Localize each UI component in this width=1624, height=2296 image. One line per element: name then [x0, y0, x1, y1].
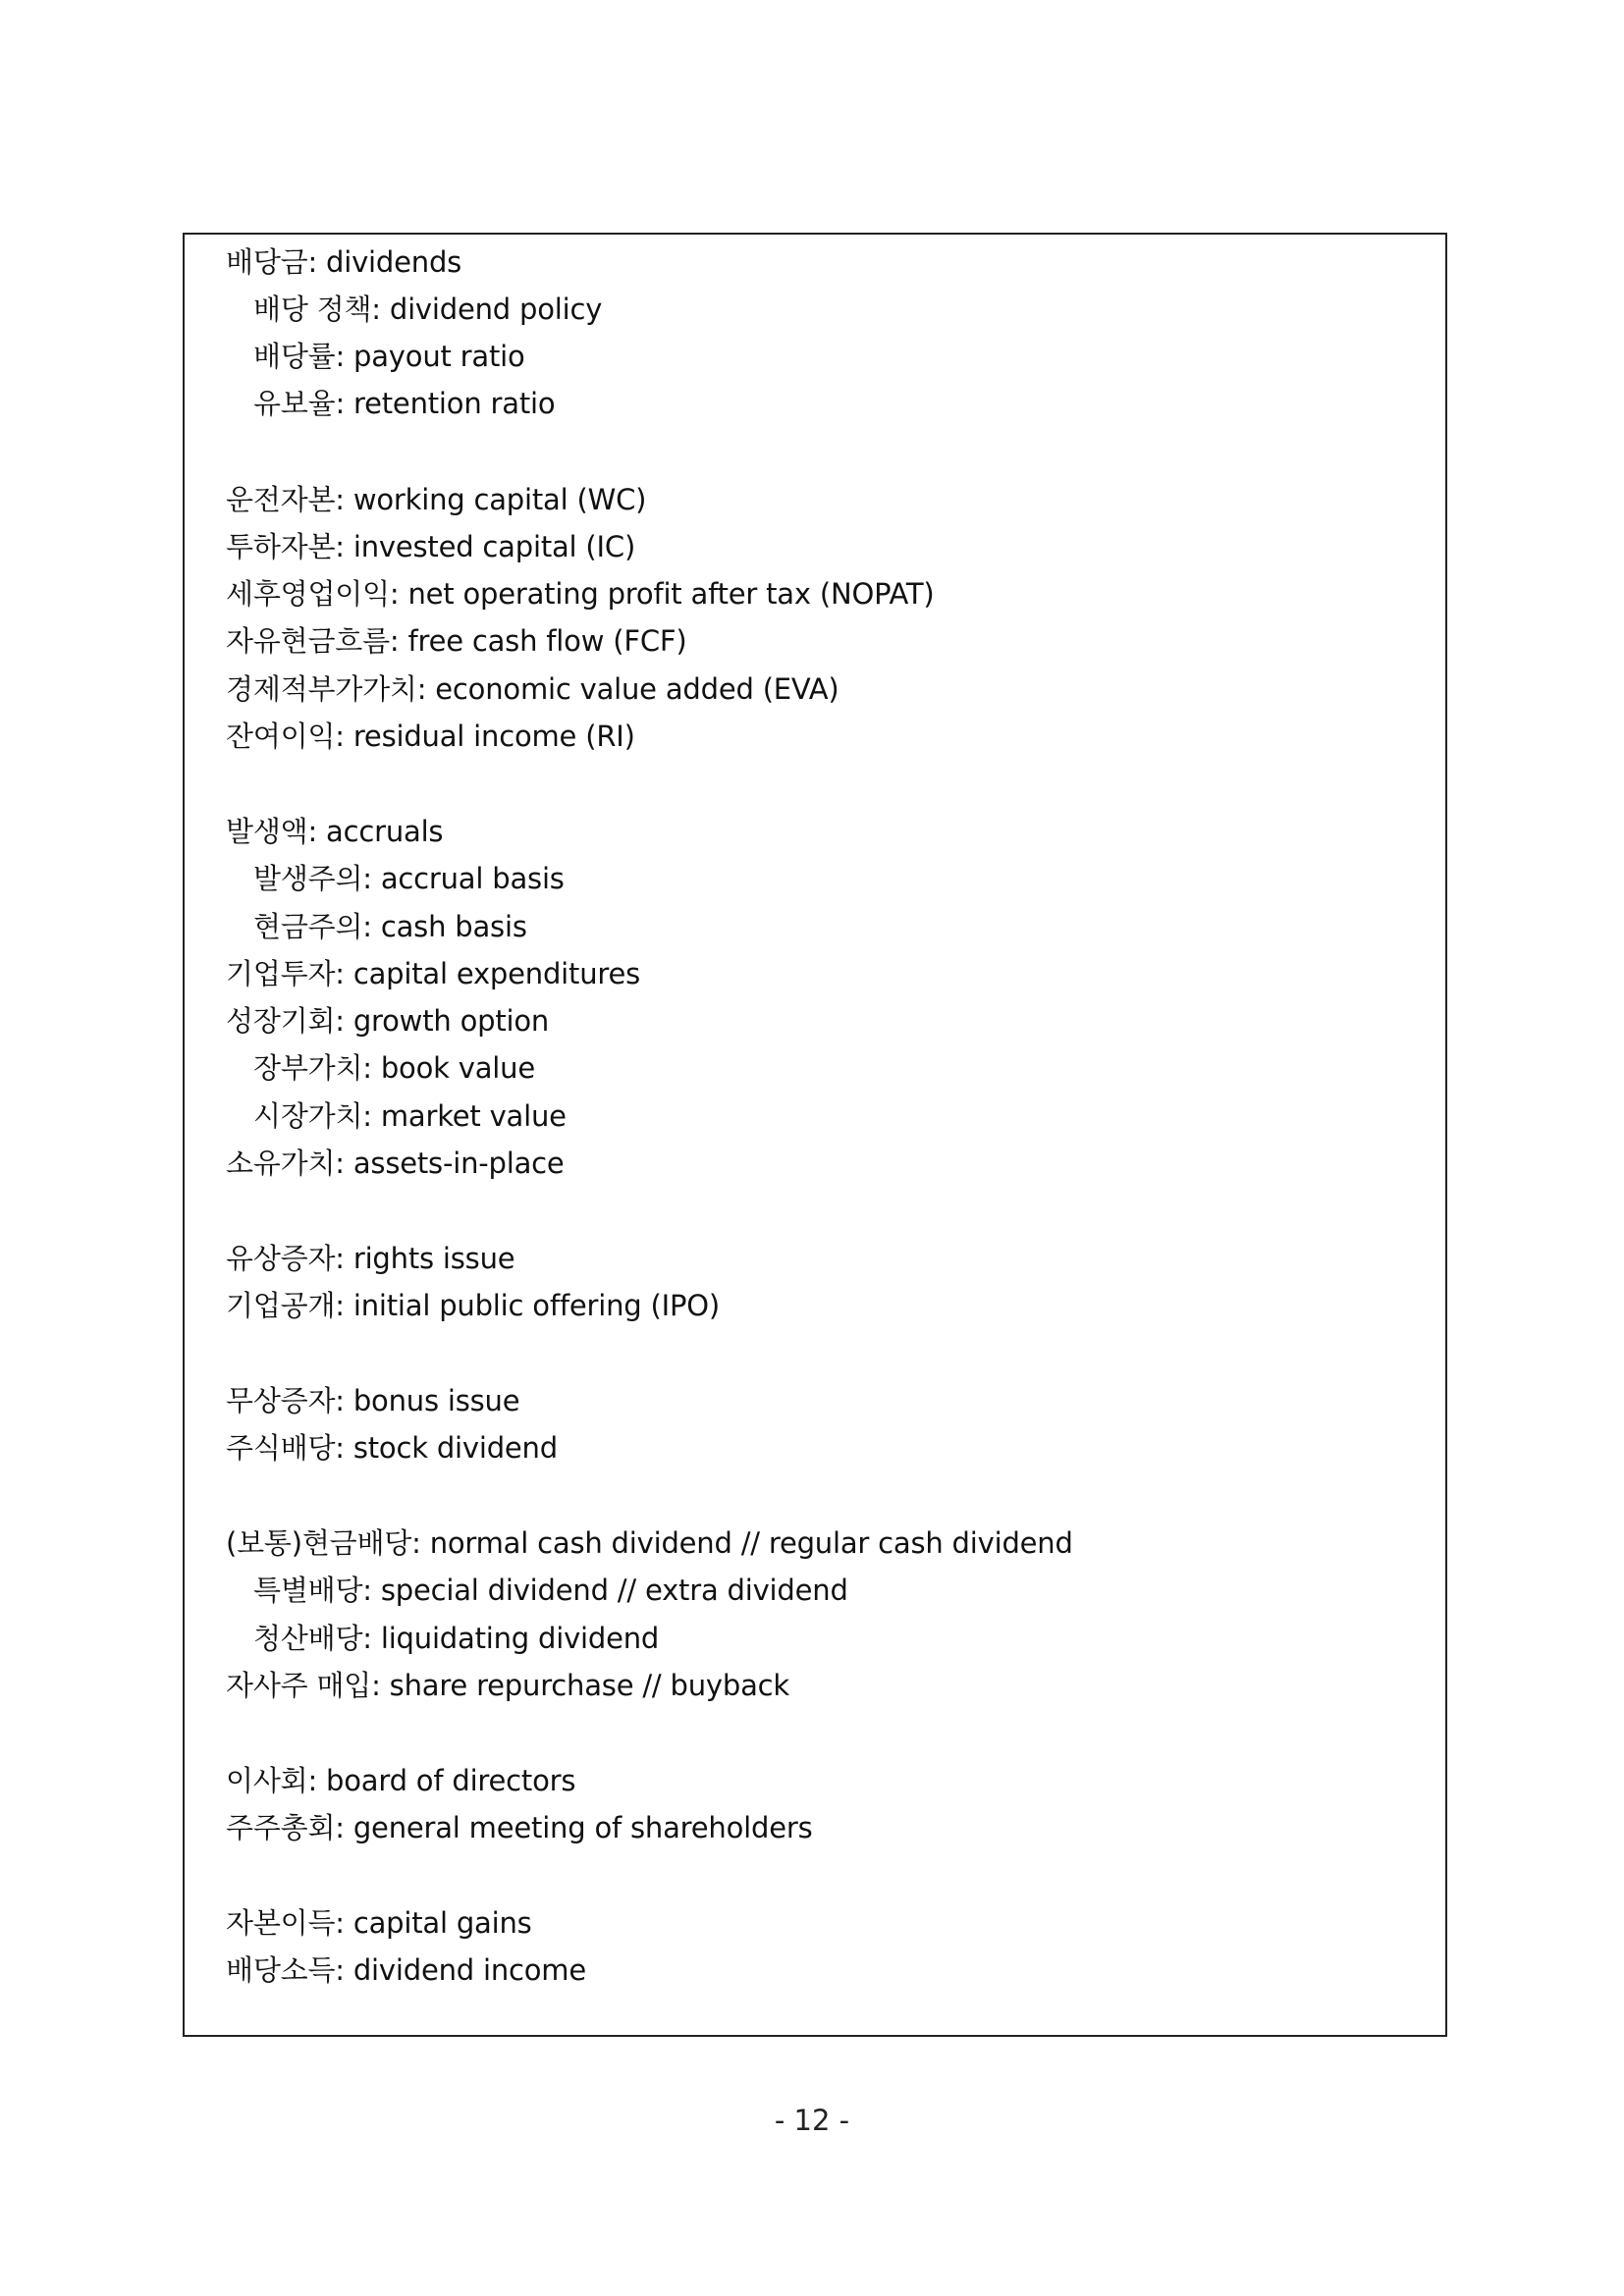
glossary-entry: 기업공개: initial public offering (IPO): [226, 1289, 720, 1322]
glossary-entry: 배당금: dividends: [226, 245, 462, 279]
glossary-entry: 자사주 매입: share repurchase // buyback: [226, 1669, 789, 1702]
glossary-entry: 장부가치: book value: [253, 1051, 535, 1085]
glossary-entry: 현금주의: cash basis: [253, 910, 527, 943]
glossary-entry: 유보율: retention ratio: [253, 387, 556, 420]
glossary-entry: 배당 정책: dividend policy: [253, 293, 603, 326]
glossary-entry: 주식배당: stock dividend: [226, 1431, 558, 1465]
glossary-entry: 운전자본: working capital (WC): [226, 483, 647, 516]
glossary-entry: 유상증자: rights issue: [226, 1242, 515, 1275]
page-number: - 12 -: [774, 2104, 850, 2137]
glossary-entry: 자유현금흐름: free cash flow (FCF): [226, 624, 687, 658]
glossary-entry: 이사회: board of directors: [226, 1764, 576, 1797]
glossary-entry: 배당소득: dividend income: [226, 1953, 587, 1987]
glossary-entry: 잔여이익: residual income (RI): [226, 720, 635, 753]
glossary-entry: 투하자본: invested capital (IC): [226, 530, 636, 563]
glossary-entry: 발생주의: accrual basis: [253, 862, 565, 895]
glossary-entry: 세후영업이익: net operating profit after tax (NOPAT): [226, 577, 935, 611]
glossary-entry: 특별배당: special dividend // extra dividend: [253, 1574, 848, 1607]
glossary-entry: 소유가치: assets-in-place: [226, 1147, 565, 1180]
glossary-entry: 배당률: payout ratio: [253, 340, 525, 373]
glossary-box: [183, 233, 1447, 2037]
glossary-entry: 자본이득: capital gains: [226, 1906, 532, 1940]
glossary-entry: 발생액: accruals: [226, 815, 444, 848]
glossary-entry: 경제적부가가치: economic value added (EVA): [226, 672, 839, 706]
glossary-entry: 주주총회: general meeting of shareholders: [226, 1811, 813, 1844]
glossary-entry: (보통)현금배당: normal cash dividend // regular cash dividend: [226, 1526, 1073, 1560]
glossary-entry: 무상증자: bonus issue: [226, 1384, 520, 1417]
glossary-entry: 청산배당: liquidating dividend: [253, 1622, 660, 1655]
glossary-entry: 성장기회: growth option: [226, 1004, 550, 1038]
glossary-entry: 시장가치: market value: [253, 1099, 567, 1133]
glossary-entry: 기업투자: capital expenditures: [226, 957, 641, 990]
